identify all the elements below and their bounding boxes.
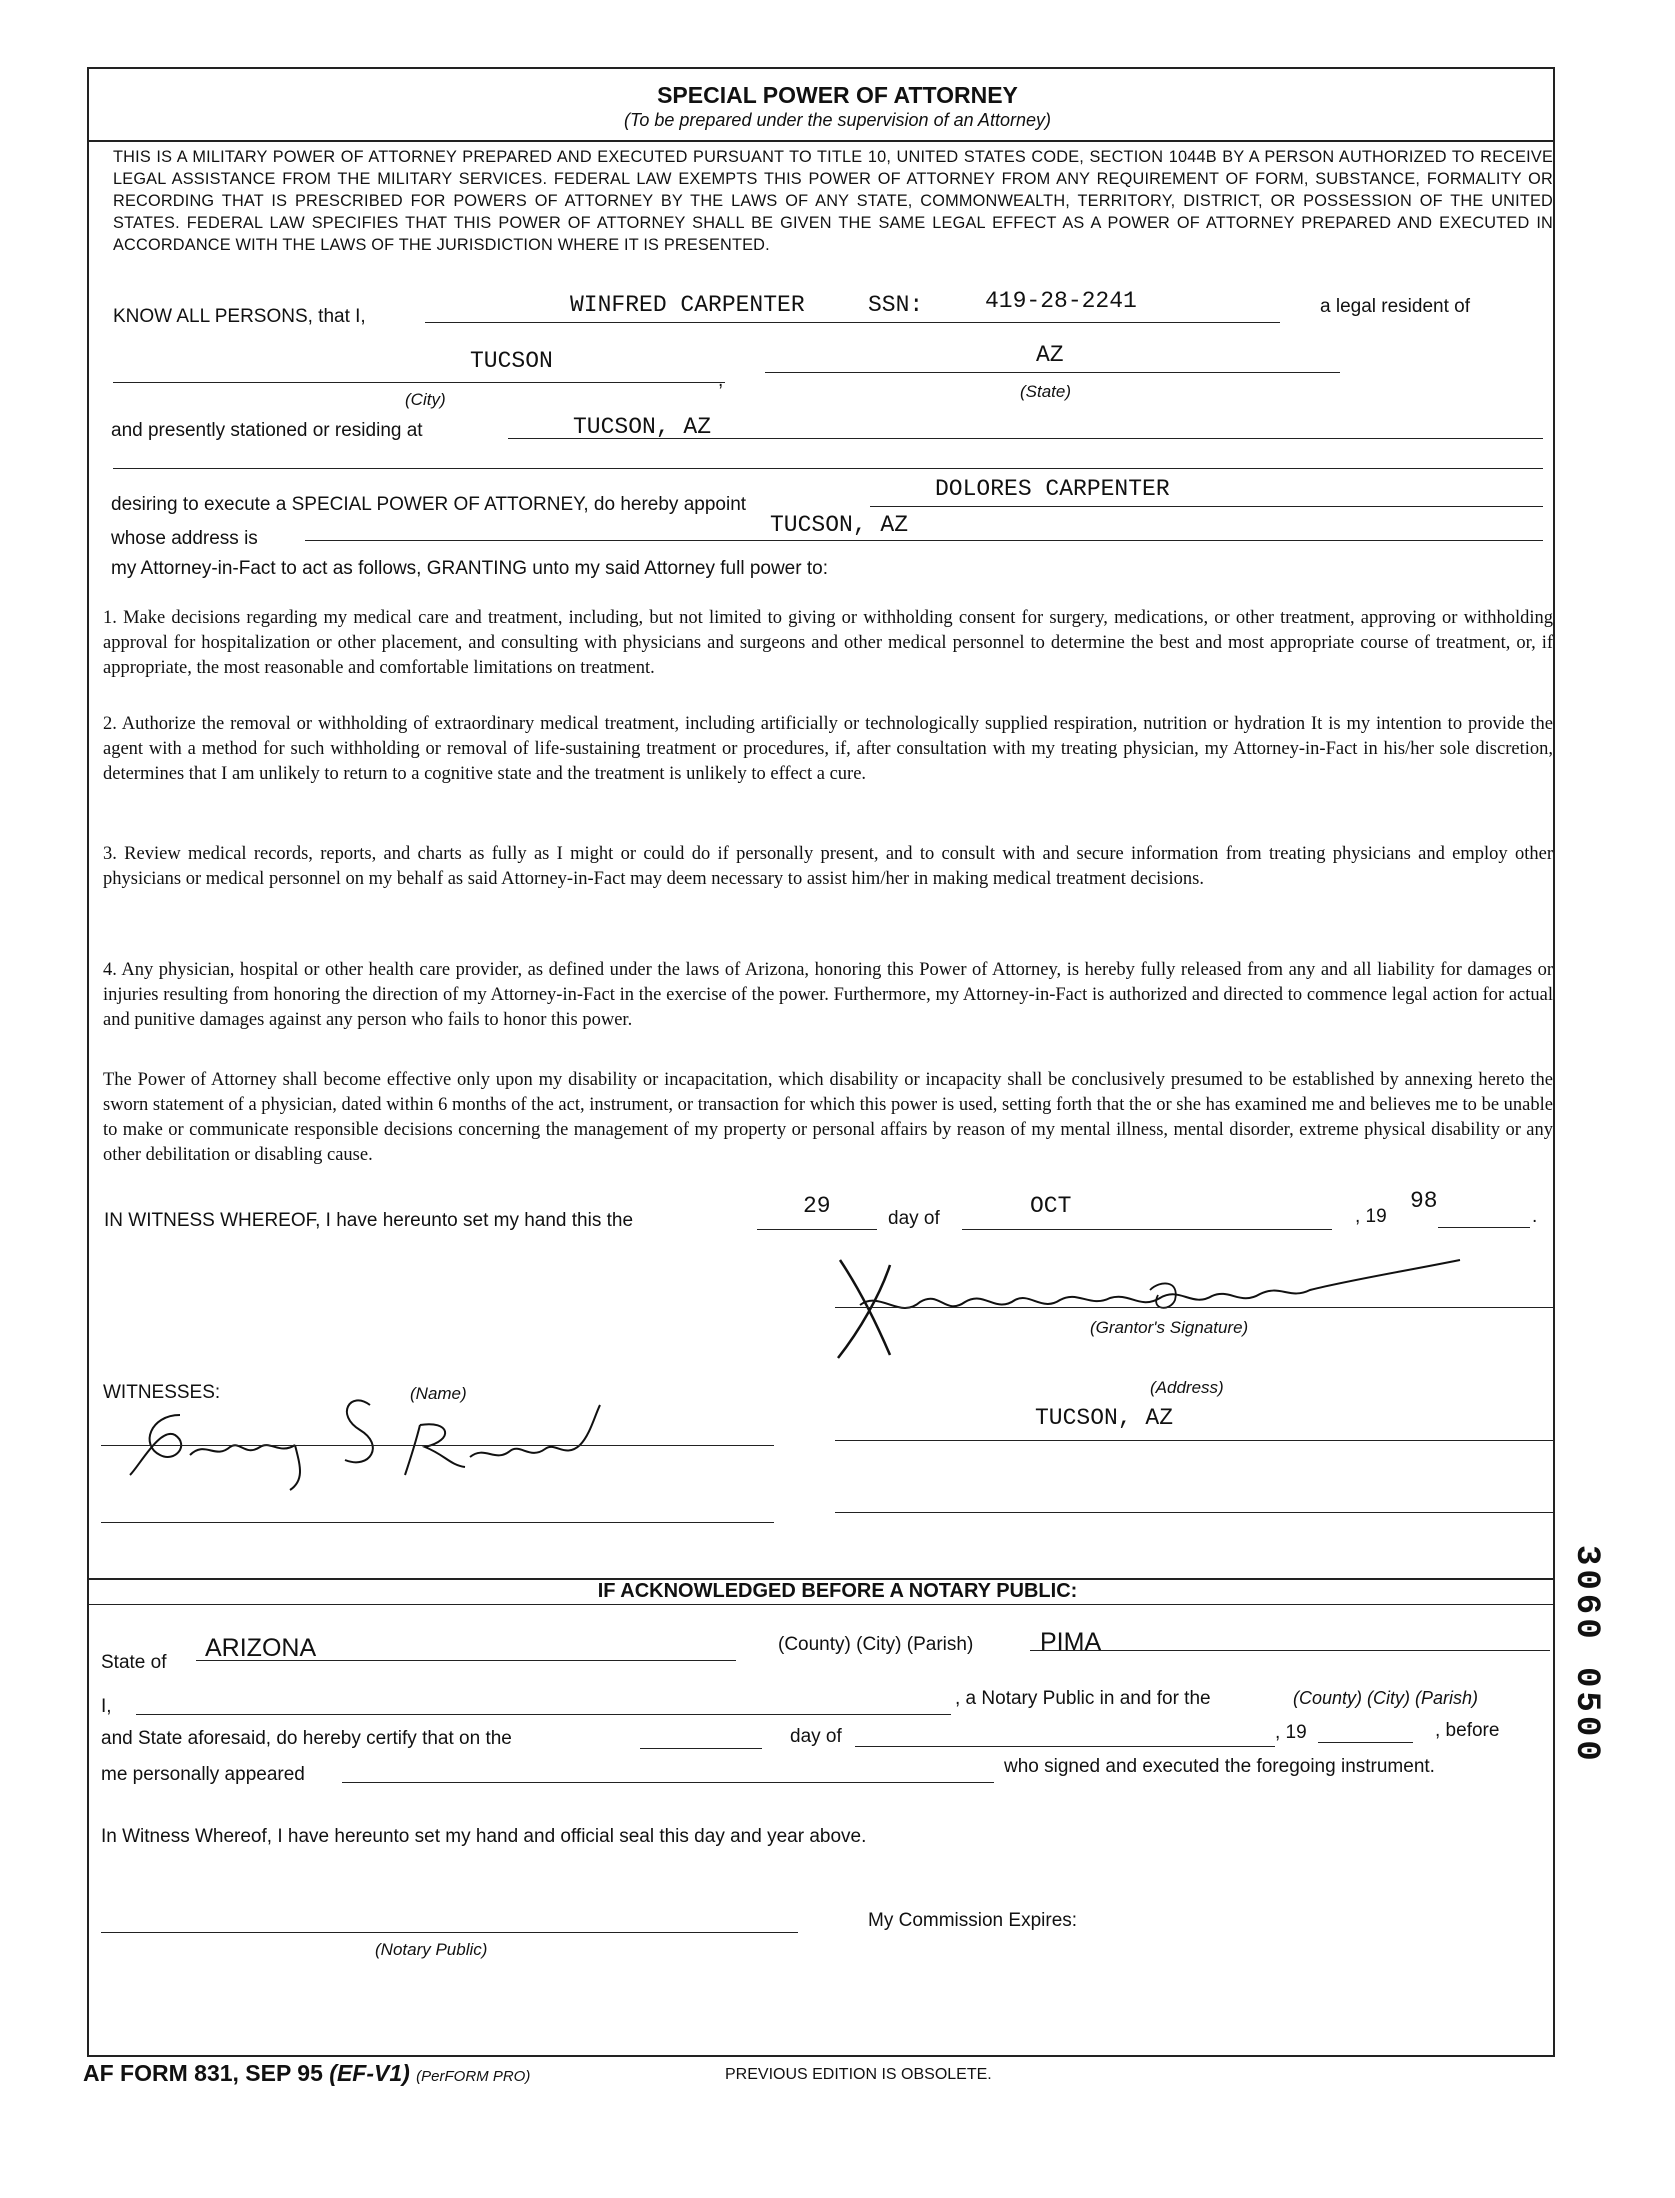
- state-line: [765, 372, 1340, 373]
- title-divider: [87, 140, 1555, 142]
- certify-day-line: [640, 1748, 762, 1749]
- witnesses-label: WITNESSES:: [103, 1382, 221, 1403]
- clause-2: 2. Authorize the removal or withholding of extraordinary medical treatment, including artificially or technologically supplied respiration, nutrition or hydration It is my intention to provide the agent with a method for such withholding or removal of life-sustaining treatment or procedures, if, after consultation with my treating physician, my Attorney-in-Fact in his/her sole discretion, determines that I am unlikely to return to a cognitive state and the treatment is unlikely to effect a cure.: [103, 714, 1553, 784]
- bates-stamp: 3060 0500: [1567, 1545, 1605, 1765]
- ssn-label: SSN:: [868, 292, 924, 318]
- witness-name-line-2: [101, 1522, 774, 1523]
- appointee-address-line: [305, 540, 1543, 541]
- day-value: 29: [803, 1193, 831, 1219]
- grantor-signature-caption: (Grantor's Signature): [1090, 1318, 1249, 1337]
- desiring-label: desiring to execute a SPECIAL POWER OF ATTORNEY, do hereby appoint: [111, 494, 747, 515]
- year-value: 98: [1410, 1188, 1438, 1214]
- notary-heading-rule: [87, 1604, 1555, 1605]
- comma: ,: [718, 370, 724, 391]
- grantor-name-line: [425, 322, 1280, 323]
- form-subtitle: (To be prepared under the supervision of an Attorney): [624, 110, 1051, 130]
- stationed-location: TUCSON, AZ: [573, 414, 712, 440]
- address-label: whose address is: [111, 528, 258, 549]
- grantor-name: WINFRED CARPENTER: [570, 292, 805, 318]
- witness-address: TUCSON, AZ: [1035, 1405, 1174, 1431]
- grantor-signature-line: [835, 1307, 1553, 1308]
- before-label: , before: [1435, 1720, 1500, 1741]
- notary-i-label: I,: [101, 1696, 112, 1717]
- intro-statement: THIS IS A MILITARY POWER OF ATTORNEY PREPARED AND EXECUTED PURSUANT TO TITLE 10, UNITED STATES CODE, SECTION 1044B BY A PERSON AUTHORIZED TO RECEIVE LEGAL ASSISTANCE FROM THE MILITARY SERVICES. FEDERAL LAW EXEMPTS THIS POWER OF ATTORNEY FROM ANY REQUIREMENT OF FORM, SUBSTANCE, FORMALITY OR RECORDING THAT IS PRESCRIBED FOR POWERS OF ATTORNEY BY THE LAWS OF ANY STATE, COMMONWEALTH, TERRITORY, DISTRICT, OR POSSESSION OF THE UNITED STATES. FEDERAL LAW SPECIFIES THAT THIS POWER OF ATTORNEY SHALL BE GIVEN THE SAME LEGAL EFFECT AS A POWER OF ATTORNEY PREPARED AND EXECUTED IN ACCORDANCE WITH THE LAWS OF THE JURISDICTION WHERE IT IS PRESENTED.: [113, 148, 1553, 254]
- year-prefix: , 19: [1355, 1206, 1387, 1227]
- commission-expires-label: My Commission Expires:: [868, 1910, 1078, 1931]
- month-value: OCT: [1030, 1193, 1072, 1219]
- year-line: [1438, 1227, 1530, 1228]
- form-title: SPECIAL POWER OF ATTORNEY: [657, 82, 1018, 108]
- county-label: (County) (City) (Parish): [778, 1634, 974, 1655]
- city-caption: (City): [405, 390, 446, 409]
- notary-heading: IF ACKNOWLEDGED BEFORE A NOTARY PUBLIC:: [597, 1580, 1078, 1602]
- notary-state: ARIZONA: [205, 1634, 317, 1662]
- notary-public-caption: (Notary Public): [375, 1940, 488, 1959]
- witness-address-line-2: [835, 1512, 1553, 1513]
- stationed-line: [508, 438, 1543, 439]
- appointee-address: TUCSON, AZ: [770, 512, 909, 538]
- state-of-label: State of: [101, 1652, 167, 1673]
- witness-name-line-1: [101, 1445, 774, 1446]
- previous-edition-note: PREVIOUS EDITION IS OBSOLETE.: [725, 2066, 992, 2083]
- grantor-ssn: 419-28-2241: [985, 288, 1137, 314]
- year-period: .: [1532, 1206, 1538, 1227]
- notary-state-line: [196, 1660, 736, 1661]
- appeared-label: me personally appeared: [101, 1764, 305, 1785]
- clause-4: 4. Any physician, hospital or other health care provider, as defined under the laws of Arizona, honoring this Power of Attorney, is hereby fully released from any and all liability for damages or injuries resulting from honoring the direction of my Attorney-in-Fact in the exercise of the power. Furthermore, my Attorney-in-Fact is authorized and directed to commence legal action for actual and punitive damages against any person who fails to honor this power.: [103, 960, 1553, 1030]
- grantor-state: AZ: [1036, 342, 1064, 368]
- notary-year-label: , 19: [1275, 1722, 1307, 1743]
- witness-name-caption: (Name): [410, 1384, 467, 1403]
- notary-day-of-label: day of: [790, 1726, 842, 1747]
- notary-name-line: [136, 1714, 951, 1715]
- form-id: AF FORM 831, SEP 95: [83, 2060, 323, 2086]
- certify-month-line: [855, 1746, 1275, 1747]
- grantor-signature: [820, 1250, 1480, 1360]
- state-caption: (State): [1020, 382, 1072, 401]
- appointee-name: DOLORES CARPENTER: [935, 476, 1170, 502]
- notary-signature-line: [101, 1932, 798, 1933]
- stationed-label: and presently stationed or residing at: [111, 420, 423, 441]
- resident-label: a legal resident of: [1320, 296, 1470, 317]
- know-all-label: KNOW ALL PERSONS, that I,: [113, 306, 366, 327]
- month-line: [962, 1229, 1332, 1230]
- witness-signature: [120, 1385, 630, 1495]
- stationed-line-2: [113, 468, 1543, 469]
- form-number: [83, 2060, 530, 2087]
- form-edition: (EF-V1): [329, 2060, 410, 2086]
- effective-clause: The Power of Attorney shall become effective only upon my disability or incapacitation, which disability or incapacity shall be conclusively presumed to be established by annexing hereto the sworn statement of a physician, dated within 6 months of the act, instrument, or transaction for which this power is used, setting forth that the or she has examined me and believes me to be unable to make or communicate responsible decisions concerning the management of my property or personal affairs by reason of my mental illness, mental disorder, extreme physical disability or any other debilitation or disabling cause.: [103, 1070, 1553, 1165]
- appointee-line: [870, 506, 1543, 507]
- signed-executed-label: who signed and executed the foregoing instrument.: [1004, 1756, 1435, 1777]
- appeared-line: [342, 1782, 994, 1783]
- notary-jurisdiction-label: (County) (City) (Parish): [1293, 1688, 1479, 1708]
- grantor-city: TUCSON: [470, 348, 553, 374]
- clause-3: 3. Review medical records, reports, and charts as fully as I might or could do if personally present, and to consult with and secure information from treating physicians and employ other physicians or medical personnel on my behalf as said Attorney-in-Fact may deem necessary to assist him/her in making medical treatment decisions.: [103, 844, 1553, 889]
- certify-label: and State aforesaid, do hereby certify that on the: [101, 1728, 512, 1749]
- notary-public-for-label: , a Notary Public in and for the: [955, 1688, 1211, 1709]
- day-of-label: day of: [888, 1208, 940, 1229]
- witness-address-line-1: [835, 1440, 1553, 1441]
- notary-county-line: [1030, 1650, 1550, 1651]
- city-line: [113, 382, 725, 383]
- witness-whereof-label: IN WITNESS WHEREOF, I have hereunto set my hand this the: [104, 1210, 634, 1231]
- form-software: (PerFORM PRO): [416, 2068, 531, 2085]
- seal-statement: In Witness Whereof, I have hereunto set my hand and official seal this day and year above.: [101, 1826, 867, 1847]
- day-line: [757, 1229, 877, 1230]
- clause-1: 1. Make decisions regarding my medical care and treatment, including, but not limited to giving or withholding consent for surgery, medications, or other treatment, approving or withholding approval for hospitalization or other placement, and consulting with physicians and surgeons and other medical personnel to determine the best and most appropriate course of treatment, or, if appropriate, the most reasonable and comfortable limitations on treatment.: [103, 608, 1553, 678]
- granting-label: my Attorney-in-Fact to act as follows, GRANTING unto my said Attorney full power to:: [111, 558, 828, 579]
- notary-county: PIMA: [1040, 1628, 1102, 1656]
- certify-year-line: [1318, 1742, 1413, 1743]
- witness-address-caption: (Address): [1150, 1378, 1224, 1397]
